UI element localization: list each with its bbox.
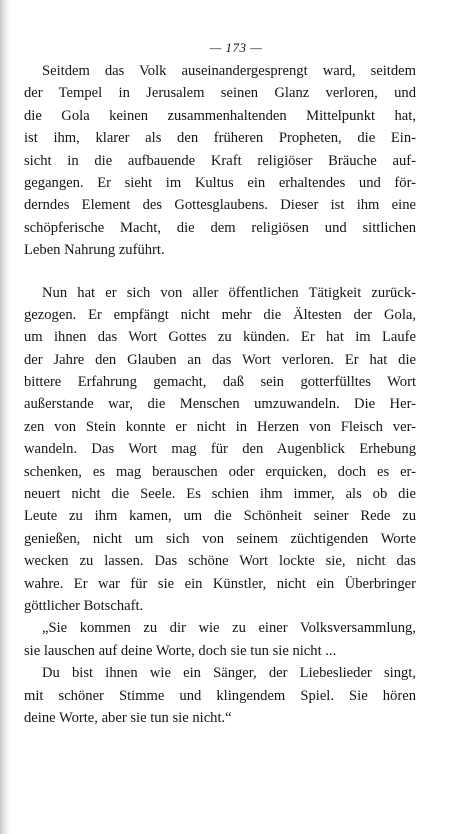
text-line: wahre. Er war für sie ein Künstler, nicht ein Überbringer [24, 575, 416, 592]
binding-edge-shadow [0, 0, 10, 834]
text-line: genießen, nicht um sich von seinem züchtigenden Worte [24, 530, 416, 547]
text-line: Seitdem das Volk auseinandergesprengt ward, seitdem [42, 63, 416, 79]
text-line: um ihnen das Wort Gottes zu künden. Er hat im Laufe [24, 329, 416, 346]
text-line: mit schöner Stimme und klingendem Spiel. Sie hören [24, 687, 416, 704]
text-line: Leute zu ihm kamen, um die Schönheit seiner Rede zu [24, 508, 416, 525]
text-line: sie lauschen auf deine Worte, doch sie tun sie nicht ... [24, 642, 337, 659]
text-line: wecken zu lassen. Das schöne Wort lockte sie, nicht das [24, 553, 416, 570]
text-line: Du bist ihnen wie ein Sänger, der Liebeslieder singt, [42, 665, 416, 682]
text-line: Leben Nahrung zuführt. [24, 242, 165, 259]
text-line: der Jahre den Glauben an das Wort verloren. Er hat die [24, 351, 416, 368]
paragraph-gap [24, 262, 416, 282]
text-line: göttlicher Botschaft. [24, 597, 144, 614]
text-line: die Gola keinen zusammenhaltenden Mittelpunkt hat, [24, 107, 416, 124]
page-number: — 173 — [209, 40, 263, 55]
text-line: sicht in die aufbauende Kraft religiöser Bräuche auf- [24, 152, 416, 169]
text-line: der Tempel in Jerusalem seinen Glanz verloren, und [24, 85, 416, 102]
text-line: derndes Element des Gottesglaubens. Dieser ist ihm eine [24, 197, 416, 214]
text-line: deine Worte, aber sie tun sie nicht.“ [24, 709, 232, 726]
body-text [24, 60, 416, 729]
text-line: bittere Erfahrung gemacht, daß sein gotterfülltes Wort [24, 374, 416, 391]
text-line: zen von Stein konnte er nicht in Herzen von Fleisch ver- [24, 418, 416, 435]
paragraph-2 [24, 282, 416, 618]
text-line: schenken, es mag berauschen oder erquicken, doch es er- [24, 463, 416, 480]
text-line: wandeln. Das Wort mag für den Augenblick Erhebung [24, 441, 416, 458]
text-line: neuert nicht die Seele. Es schien ihm immer, als ob die [24, 486, 416, 503]
text-line: schöpferische Macht, die dem religiösen und sittlichen [24, 219, 416, 236]
text-line: „Sie kommen zu dir wie zu einer Volksversammlung, [42, 620, 416, 637]
paragraph-4-quote [24, 662, 416, 729]
text-line: Nun hat er sich von aller öffentlichen Tätigkeit zurück- [42, 284, 416, 301]
text-line: gegangen. Er sieht im Kultus ein erhaltendes und för- [24, 174, 416, 191]
text-line: außerstande war, die Menschen umzuwandeln. Die Her- [24, 396, 416, 413]
paragraph-1 [24, 60, 416, 262]
text-line: gezogen. Er empfängt nicht mehr die Ältesten der Gola, [24, 306, 416, 323]
text-line: ist ihm, klarer als den früheren Propheten, die Ein- [24, 130, 416, 147]
paragraph-3-quote [24, 617, 416, 662]
